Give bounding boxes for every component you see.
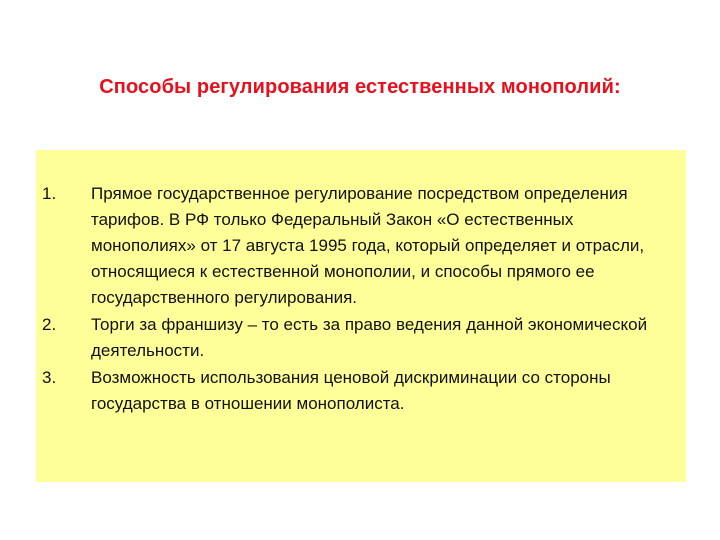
content-box: [36, 150, 686, 482]
list-item-text: Торги за франшизу – то есть за право ведения данной экономической деятельности.: [91, 315, 648, 360]
slide-title: Способы регулирования естественных монополий:: [99, 76, 621, 98]
list-item: [36, 312, 676, 364]
numbered-list: [36, 181, 676, 418]
list-item: [36, 365, 676, 417]
list-item-number: 1.: [42, 184, 57, 203]
list-item: [36, 181, 676, 311]
list-item-text: Прямое государственное регулирование посредством определения тарифов. В РФ только Федеральный Закон «О естественных монополиях» от 17 августа 1995 года, который определяет и отрасли, относящиеся к естественной монополии, и способы прямого ее государственного регулирования.: [91, 184, 645, 307]
list-item-text: Возможность использования ценовой дискриминации со стороны государства в отношении монополиста.: [91, 368, 611, 413]
list-item-number: 3.: [42, 368, 57, 387]
list-item-number: 2.: [42, 315, 57, 334]
